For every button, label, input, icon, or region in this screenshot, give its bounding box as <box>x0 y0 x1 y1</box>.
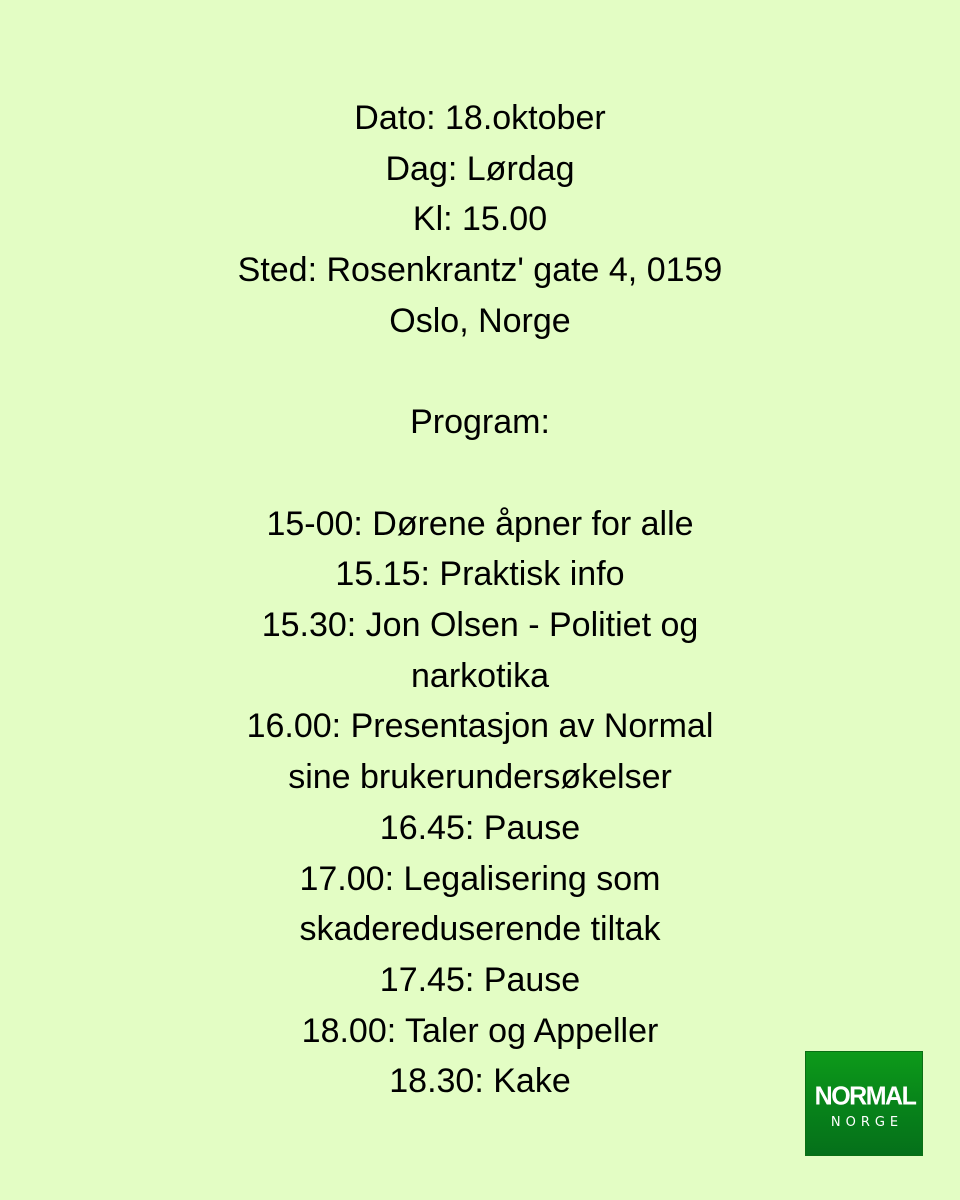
program-line: narkotika <box>411 656 549 695</box>
place-line-1: Sted: Rosenkrantz' gate 4, 0159 <box>237 251 723 290</box>
program-line: skadereduserende tiltak <box>299 910 661 949</box>
logo-sub-text: NORGE <box>830 1115 904 1130</box>
program-line: 16.00: Presentasjon av Normal <box>246 707 714 746</box>
program-line: 15.15: Praktisk info <box>335 555 625 594</box>
program-line: 15-00: Dørene åpner for alle <box>266 504 694 543</box>
program-line: 18.30: Kake <box>389 1062 571 1101</box>
program-line: 17.45: Pause <box>379 960 581 999</box>
program-line: 16.45: Pause <box>379 808 581 847</box>
place-line-2: Oslo, Norge <box>389 301 571 340</box>
program-line: sine brukerundersøkelser <box>288 758 672 797</box>
spacer <box>0 347 960 398</box>
program-line: 18.00: Taler og Appeller <box>301 1011 659 1050</box>
program-heading: Program: <box>410 403 550 442</box>
logo-main-text: NORMAL <box>814 1081 916 1111</box>
date-line: Dato: 18.oktober <box>354 99 606 137</box>
normal-norge-logo <box>805 1051 923 1156</box>
program-line: 15.30: Jon Olsen - Politiet og <box>261 606 699 644</box>
spacer <box>0 448 960 499</box>
time-line: Kl: 15.00 <box>412 200 548 239</box>
program-line: 17.00: Legalisering som <box>299 859 661 898</box>
day-line: Dag: Lørdag <box>385 149 575 188</box>
poster-content <box>0 93 960 1107</box>
